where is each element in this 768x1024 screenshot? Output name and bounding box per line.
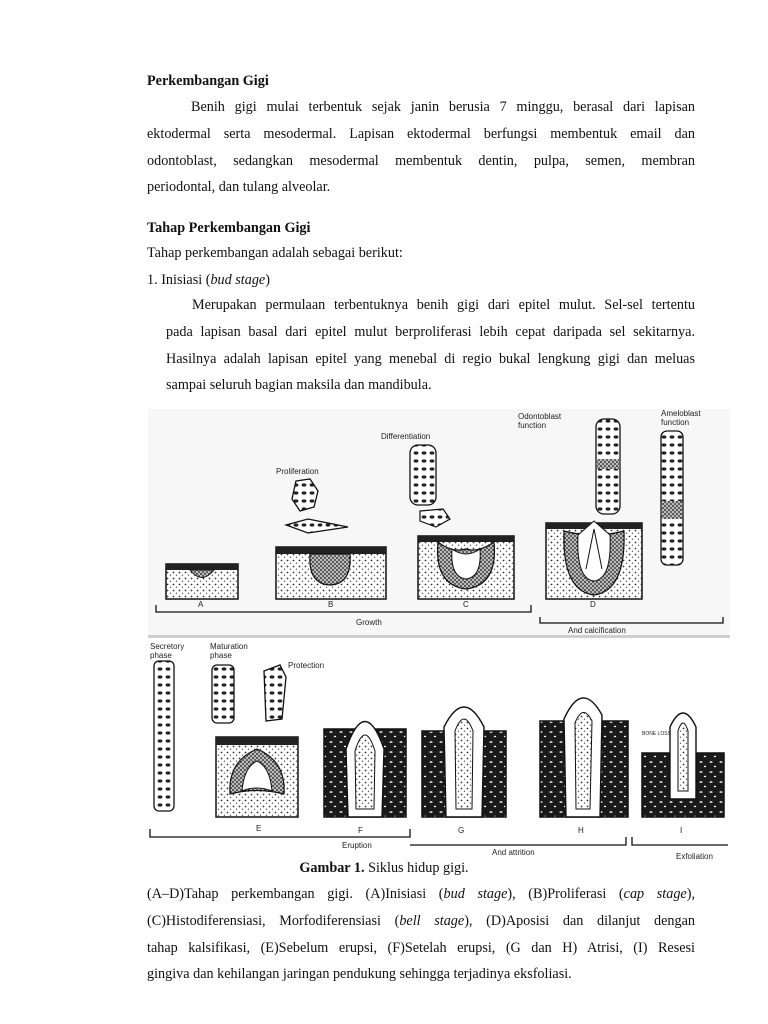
para3-line-2: (C)Histodiferensiasi, Morfodiferensiasi (bell stage), (D)Aposisi dan dilanjut dengan xyxy=(147,912,695,929)
stage-letter-f: F xyxy=(358,826,363,835)
label-maturation-phase: phase xyxy=(210,651,232,660)
label-odontoblast-function: function xyxy=(518,421,547,430)
label-attrition: And attrition xyxy=(492,848,535,857)
item1-prefix: 1. Inisiasi ( xyxy=(147,272,211,288)
item1-italic: bud stage xyxy=(210,272,266,288)
para2-line-1: Merupakan permulaan terbentuknya benih gigi dari epitel mulut. Sel-sel tertentu xyxy=(192,297,695,313)
label-protection: Protection xyxy=(288,661,325,670)
para3-line-4: gingiva dan kehilangan jaringan pendukung sehingga terjadinya eksfoliasi. xyxy=(147,966,572,983)
para2-line-3: Hasilnya adalah lapisan epitel yang menebal di regio bukal lengkung gigi dan meluas xyxy=(166,350,695,367)
list-item-inisiasi xyxy=(147,267,270,294)
para1-line-3: odontoblast, sedangkan mesodermal membentuk dentin, pulpa, semen, membran xyxy=(147,152,695,169)
label-bone-loss: BONE LOSS xyxy=(642,731,671,737)
figure-caption xyxy=(0,860,768,877)
protection-cell xyxy=(264,665,286,721)
heading-perkembangan-gigi: Perkembangan Gigi xyxy=(147,73,269,89)
label-ameloblast: Ameloblast xyxy=(661,409,701,418)
paragraph-intro xyxy=(147,94,695,201)
label-growth: Growth xyxy=(356,618,382,627)
para2-line-2: pada lapisan basal dari epitel mulut berproliferasi lebih cepat daripada sel sekitarnya. xyxy=(166,323,695,340)
para1-line-4: periodontal, dan tulang alveolar. xyxy=(147,179,331,196)
odontoblast-cell xyxy=(596,419,620,514)
panel-divider xyxy=(148,635,730,638)
stage-h-diagram xyxy=(540,698,628,817)
ameloblast-cell xyxy=(661,431,683,565)
stage-letter-g: G xyxy=(458,826,465,835)
maturation-cell xyxy=(212,665,234,723)
label-odontoblast: Odontoblast xyxy=(518,412,562,421)
para1-line-2: ektodermal serta mesodermal. Lapisan ektodermal berfungsi membentuk email dan xyxy=(147,125,695,142)
stage-c-diagram xyxy=(418,536,514,599)
para1-line-1: Benih gigi mulai terbentuk sejak janin berusia 7 minggu, berasal dari lapisan xyxy=(191,99,695,115)
stage-letter-a: A xyxy=(198,600,204,609)
label-secretory-phase: phase xyxy=(150,651,172,660)
stage-g-diagram xyxy=(422,707,506,817)
label-ameloblast-function: function xyxy=(661,418,690,427)
caption-label: Gambar 1. xyxy=(299,860,365,876)
label-differentiation: Differentiation xyxy=(381,432,431,441)
stage-a-diagram xyxy=(166,564,238,599)
label-exfoliation: Exfoliation xyxy=(676,852,713,861)
stage-letter-b: B xyxy=(328,600,334,609)
para2-line-4: sampai seluruh bagian maksila dan mandibula. xyxy=(166,377,432,394)
paragraph-figure-description xyxy=(147,881,695,988)
stage-b-diagram xyxy=(276,547,386,599)
stage-e-diagram xyxy=(216,737,298,817)
stage-f-diagram xyxy=(324,722,406,818)
label-maturation: Maturation xyxy=(210,642,248,651)
stage-letter-d: D xyxy=(590,600,596,609)
secretory-cell xyxy=(154,661,174,811)
para3-line-1: (A–D)Tahap perkembangan gigi. (A)Inisiasi (bud stage), (B)Proliferasi (cap stage), xyxy=(147,886,695,902)
stage-d-diagram xyxy=(546,521,642,599)
label-eruption: Eruption xyxy=(342,841,372,850)
caption-text: Siklus hidup gigi. xyxy=(364,860,469,876)
stage-i-diagram xyxy=(642,713,724,817)
exfoliation-bracket xyxy=(632,837,728,845)
stage-letter-h: H xyxy=(578,826,584,835)
label-proliferation: Proliferation xyxy=(276,467,319,476)
stage-letter-i: I xyxy=(680,826,683,835)
label-calcification: And calcification xyxy=(568,626,626,635)
intro-line: Tahap perkembangan adalah sebagai berikut: xyxy=(147,245,403,261)
label-secretory: Secretory xyxy=(150,642,185,651)
item1-suffix: ) xyxy=(265,272,270,288)
stage-letter-c: C xyxy=(463,600,469,609)
stage-letter-e: E xyxy=(256,824,262,833)
paragraph-inisiasi xyxy=(166,292,695,399)
attrition-bracket xyxy=(410,837,626,845)
para3-line-3: tahap kalsifikasi, (E)Sebelum erupsi, (F)Setelah erupsi, (G dan H) Atrisi, (I) Resesi xyxy=(147,939,695,956)
eruption-bracket xyxy=(150,829,410,837)
heading-tahap: Tahap Perkembangan Gigi xyxy=(147,220,311,236)
tooth-life-cycle-figure xyxy=(148,409,730,865)
